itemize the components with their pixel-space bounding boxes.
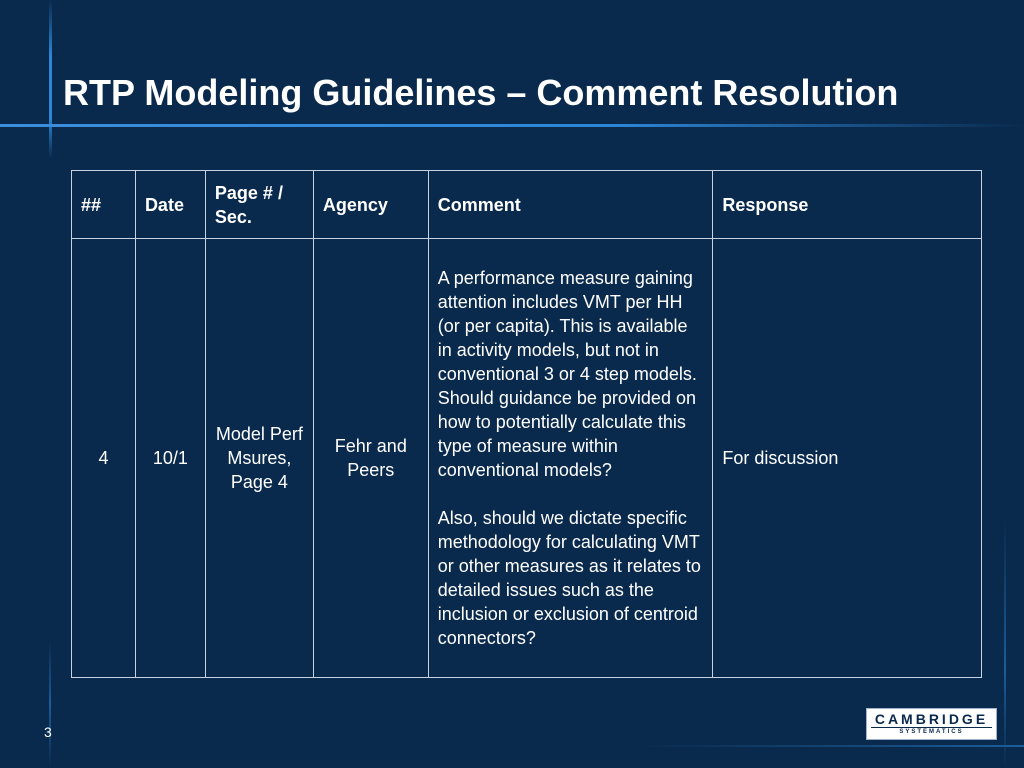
table-row — [72, 239, 982, 678]
cell-comment — [428, 239, 713, 678]
cell-page-sec: Model Perf Msures, Page 4 — [205, 239, 313, 678]
slide-title: RTP Modeling Guidelines – Comment Resolution — [63, 72, 899, 113]
header-number: ## — [72, 171, 136, 239]
comment-paragraph-1: A performance measure gaining attention includes VMT per HH (or per capita). This is available in activity models, but not in conventional 3 or 4 step models. Should guidance be provided on how to potentially calculate this type of measure within conventional models? — [437, 268, 697, 480]
logo-subtitle: SYSTEMATICS — [899, 729, 964, 735]
decorative-vertical-line-bottom-left — [49, 640, 51, 768]
cell-date: 10/1 — [135, 239, 205, 678]
comment-resolution-table — [71, 170, 982, 678]
header-date: Date — [135, 171, 205, 239]
decorative-vertical-line-right — [1004, 520, 1006, 768]
header-page-sec: Page # / Sec. — [205, 171, 313, 239]
decorative-horizontal-line-bottom — [640, 745, 1024, 747]
header-agency: Agency — [313, 171, 428, 239]
comment-spacer — [438, 482, 704, 506]
decorative-vertical-line-top — [49, 0, 52, 158]
table-header-row — [72, 171, 982, 239]
comment-paragraph-2: Also, should we dictate specific methodology for calculating VMT or other measures as it relates to detailed issues such as the inclusion or exclusion of centroid connectors? — [437, 508, 701, 648]
cell-agency: Fehr and Peers — [313, 239, 428, 678]
title-underline — [0, 124, 1024, 127]
page-number: 3 — [44, 724, 52, 740]
cell-number: 4 — [72, 239, 136, 678]
header-comment: Comment — [428, 171, 713, 239]
cambridge-systematics-logo — [866, 708, 997, 740]
logo-name: CAMBRIDGE — [871, 711, 992, 728]
cell-response: For discussion — [713, 239, 982, 678]
header-response: Response — [713, 171, 982, 239]
